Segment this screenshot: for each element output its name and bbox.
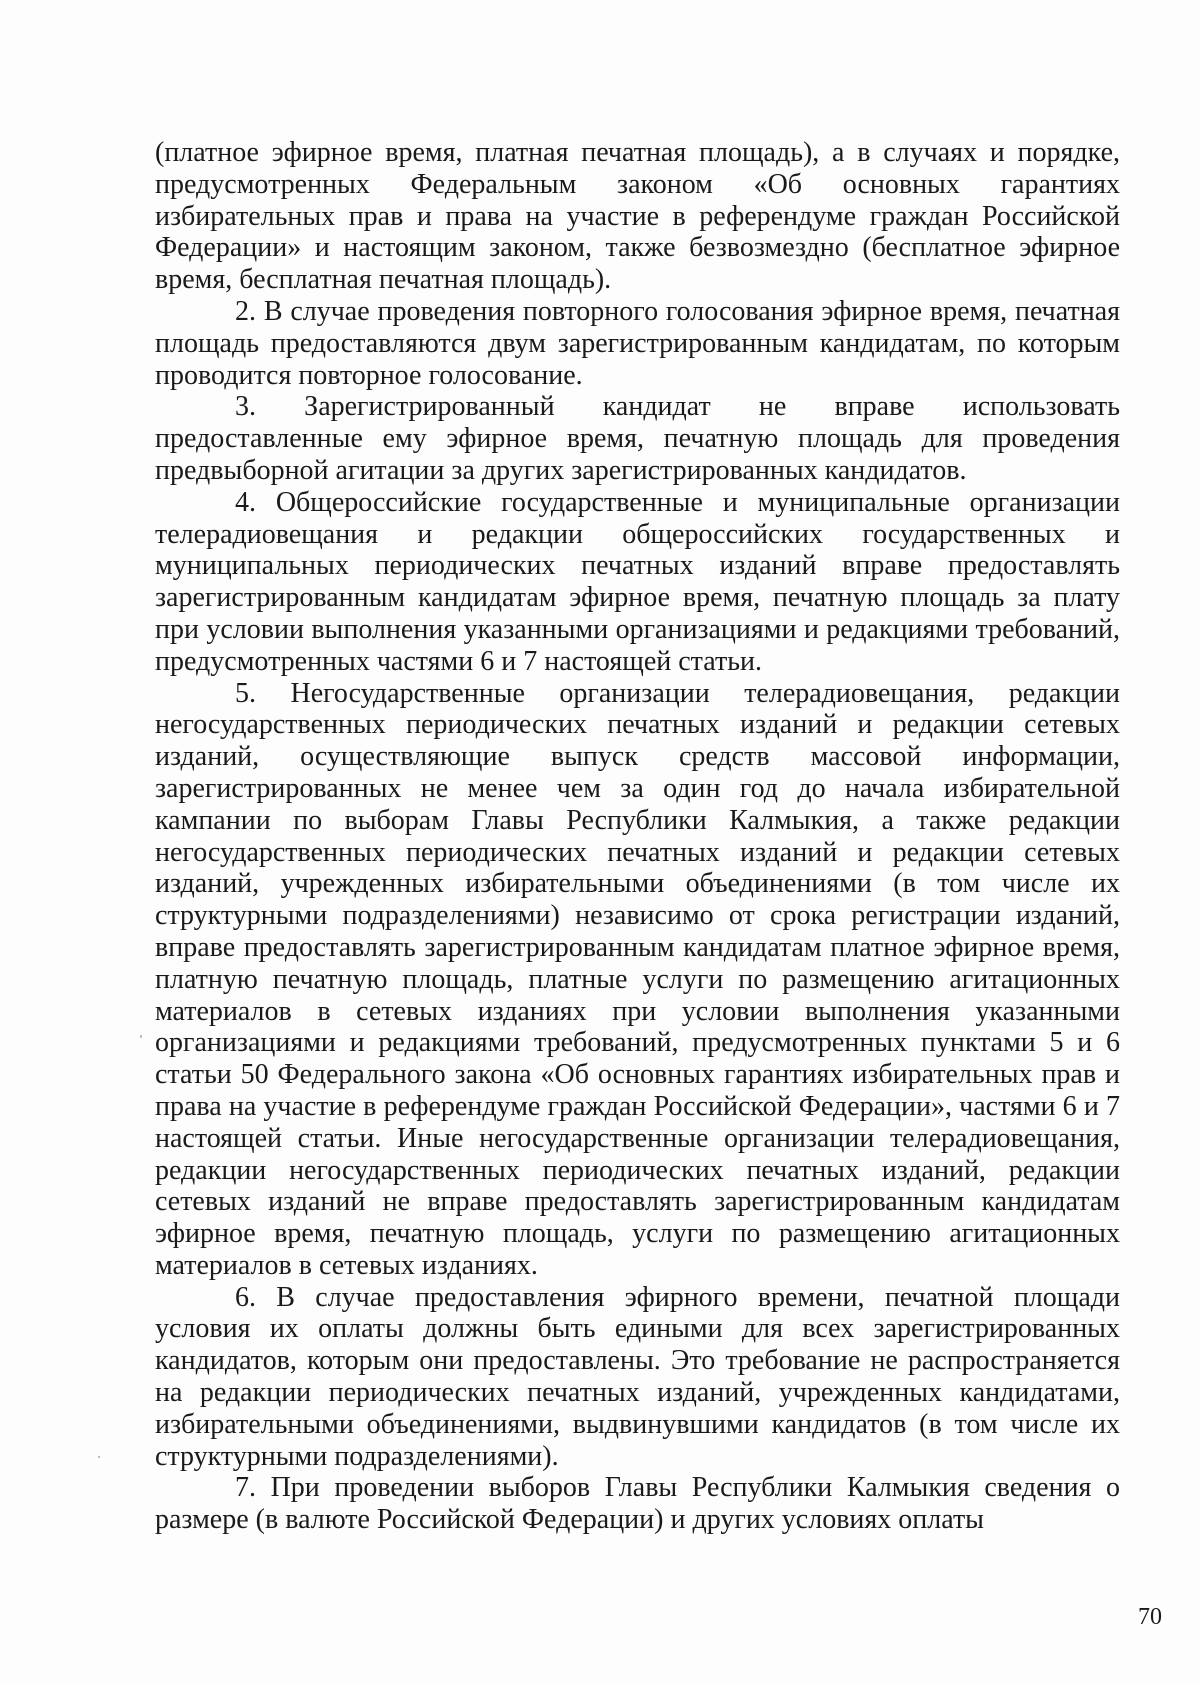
paragraph-7: 7. При проведении выборов Главы Республики Калмыкия сведения о размере (в валюте Российской Федерации) и других условиях оплаты bbox=[155, 1472, 1120, 1536]
page-number: 70 bbox=[1138, 1604, 1162, 1630]
paragraph-4: 4. Общероссийские государственные и муниципальные организации телерадиовещания и редакции общероссийских государственных и муниципальных периодических печатных изданий вправе предоставлять зарегистрированным кандидатам эфирное время, печатную площадь за плату при условии выполнения указанными организациями и редакциями требований, предусмотренных частями 6 и 7 настоящей статьи. bbox=[155, 486, 1120, 677]
paragraph-continuation: (платное эфирное время, платная печатная площадь), а в случаях и порядке, предусмотренных Федеральным законом «Об основных гарантиях избирательных прав и права на участие в референдуме граждан Российской Федерации» и настоящим законом, также безвозмездно (бесплатное эфирное время, бесплатная печатная площадь). bbox=[155, 137, 1120, 296]
paragraph-2: 2. В случае проведения повторного голосования эфирное время, печатная площадь предоставляются двум зарегистрированным кандидатам, по которым проводится повторное голосование. bbox=[155, 295, 1120, 391]
paragraph-3: 3. Зарегистрированный кандидат не вправе использовать предоставленные ему эфирное время, печатную площадь для проведения предвыборной агитации за других зарегистрированных кандидатов. bbox=[155, 391, 1120, 486]
document-body bbox=[155, 137, 1120, 1536]
scan-speck bbox=[140, 1035, 142, 1038]
paragraph-6: 6. В случае предоставления эфирного времени, печатной площади условия их оплаты должны быть едиными для всех зарегистрированных кандидатов, которым они предоставлены. Это требование не распространяется на редакции периодических печатных изданий, учрежденных кандидатами, избирательными объединениями, выдвинувшими кандидатов (в том числе их структурными подразделениями). bbox=[155, 1281, 1120, 1472]
paragraph-5: 5. Негосударственные организации телерадиовещания, редакции негосударственных периодических печатных изданий и редакции сетевых изданий, осуществляющие выпуск средств массовой информации, зарегистрированных не менее чем за один год до начала избирательной кампании по выборам Главы Республики Калмыкия, а также редакции негосударственных периодических печатных изданий и редакции сетевых изданий, учрежденных избирательными объединениями (в том числе их структурными подразделениями) независимо от срока регистрации изданий, вправе предоставлять зарегистрированным кандидатам платное эфирное время, платную печатную площадь, платные услуги по размещению агитационных материалов в сетевых изданиях при условии выполнения указанными организациями и редакциями требований, предусмотренных пунктами 5 и 6 статьи 50 Федерального закона «Об основных гарантиях избирательных прав и права на участие в референдуме граждан Российской Федерации», частями 6 и 7 настоящей статьи. Иные негосударственные организации телерадиовещания, редакции негосударственных периодических печатных изданий, редакции сетевых изданий не вправе предоставлять зарегистрированным кандидатам эфирное время, печатную площадь, услуги по размещению агитационных материалов в сетевых изданиях. bbox=[155, 677, 1120, 1281]
scan-speck bbox=[98, 1456, 100, 1458]
